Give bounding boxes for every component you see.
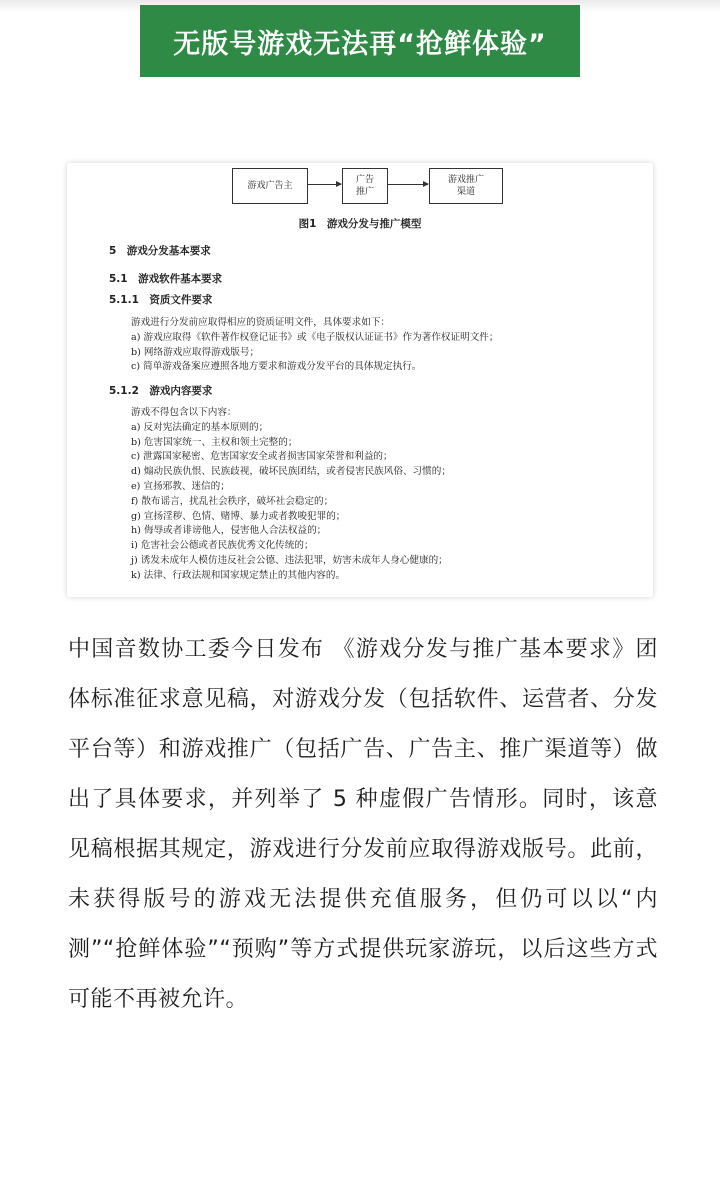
qualification-list xyxy=(131,316,498,375)
article-paragraph: 中国音数协工委今日发布 《游戏分发与推广基本要求》团体标准征求意见稿，对游戏分发（包括软件、运营者、分发平台等）和游戏推广（包括广告、广告主、推广渠道等）做出了具体要求，并列举了 5 种虚假广告情形。同时，该意见稿根据其规定，游戏进行分发前应取得游戏版号。此前，未获得版号的游戏无法提供充值服务，但仍可以以“内测”“抢鲜体验”“预购”等方式提供玩家游玩，以后这些方式可能不再被允许。 xyxy=(68,637,658,1012)
list-item: a) 游戏应取得《软件著作权登记证书》或《电子版权认证证书》作为著作权证明文件； xyxy=(131,331,499,343)
diagram-box3-line1: 游戏推广 xyxy=(447,175,484,185)
section-5-1-2-heading: 5.1.2 游戏内容要求 xyxy=(109,385,213,397)
diagram-box-ad-promotion-label xyxy=(356,174,374,198)
list-item: i) 危害社会公德或者民族优秀文化传统的； xyxy=(131,540,314,552)
headline-title: 无版号游戏无法再“抢鲜体验” xyxy=(173,28,547,60)
list-item: h) 侮辱或者诽谤他人，侵害他人合法权益的； xyxy=(131,525,327,537)
section-5-heading: 5 游戏分发基本要求 xyxy=(109,245,211,257)
headline-banner xyxy=(140,5,580,77)
list-item: k) 法律、行政法规和国家规定禁止的其他内容的。 xyxy=(131,569,346,581)
diagram-box-channel xyxy=(429,168,503,204)
section-5-1-1-heading: 5.1.1 资质文件要求 xyxy=(109,294,213,306)
diagram-box2-line1: 广告 xyxy=(355,175,374,185)
list-item: c) 简单游戏备案应遵照各地方要求和游戏分发平台的具体规定执行。 xyxy=(131,361,422,373)
list-item: f) 散布谣言，扰乱社会秩序，破坏社会稳定的； xyxy=(131,495,334,507)
diagram-box2-line2: 推广 xyxy=(355,187,374,197)
diagram-box-advertiser-label: 游戏广告主 xyxy=(247,181,293,191)
list-item: 游戏不得包含以下内容： xyxy=(131,407,237,418)
document-excerpt-image xyxy=(67,163,653,597)
list-item: b) 网络游戏应取得游戏版号； xyxy=(131,346,260,358)
list-item: e) 宣扬邪教、迷信的； xyxy=(131,480,230,492)
list-item: c) 泄露国家秘密、危害国家安全或者损害国家荣誉和利益的； xyxy=(131,451,393,463)
diagram-box-ad-promotion xyxy=(342,168,388,204)
diagram-box-advertiser xyxy=(232,168,308,204)
diagram-arrow-1 xyxy=(307,184,341,185)
content-requirements-list xyxy=(131,406,451,584)
figure-caption: 图1 游戏分发与推广模型 xyxy=(298,218,422,230)
list-item: j) 诱发未成年人模仿违反社会公德、违法犯罪，妨害未成年人身心健康的； xyxy=(131,554,448,566)
section-5-1-heading: 5.1 游戏软件基本要求 xyxy=(109,273,223,285)
list-item: g) 宣扬淫秽、色情、赌博、暴力或者教唆犯罪的； xyxy=(131,510,346,522)
list-item: b) 危害国家统一、主权和领土完整的； xyxy=(131,436,298,448)
list-item: 游戏进行分发前应取得相应的资质证明文件，具体要求如下： xyxy=(131,317,391,328)
diagram-box3-line2: 渠道 xyxy=(456,187,475,197)
diagram-box-channel-label xyxy=(448,174,484,198)
list-item: d) 煽动民族仇恨、民族歧视，破坏民族团结，或者侵害民族风俗、习惯的； xyxy=(131,466,451,478)
diagram-arrow-2 xyxy=(387,184,428,185)
list-item: a) 反对宪法确定的基本原则的； xyxy=(131,421,269,433)
